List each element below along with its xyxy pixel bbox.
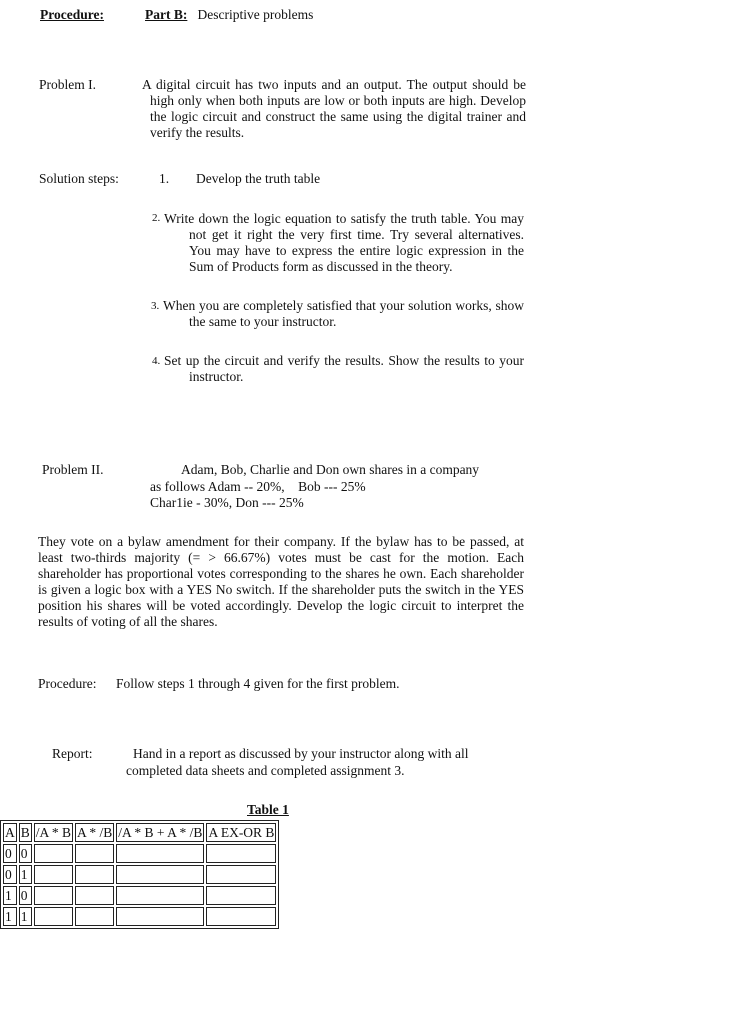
problem1-line: A digital circuit has two inputs and an output. The output should be: [142, 77, 526, 92]
table-header-row: [3, 823, 276, 842]
cell-a-xor-b: [206, 844, 276, 863]
cell-a: 0: [3, 865, 17, 884]
step2-line: Sum of Products form as discussed in the theory.: [189, 259, 453, 274]
step3-line: the same to your instructor.: [189, 314, 337, 329]
cell-not-a-and-b: [34, 865, 73, 884]
cell-a: 1: [3, 886, 17, 905]
step2-number: 2.: [152, 212, 161, 224]
step2-line: Write down the logic equation to satisfy the truth table. You may: [164, 211, 524, 226]
cell-a: 1: [3, 907, 17, 926]
table-row: [3, 844, 276, 863]
step4-number: 4.: [152, 355, 161, 367]
cell-b: 0: [19, 844, 32, 863]
problem2-paragraph: [38, 534, 524, 630]
problem2-para-line: is given a logic box with a YES No switch. If the shareholder puts the switch in the YES: [38, 582, 524, 597]
cell-a-and-not-b: [75, 886, 114, 905]
header-a: A: [3, 823, 17, 842]
cell-not-a-and-b: [34, 844, 73, 863]
header-sum-of-products: /A * B + A * /B: [116, 823, 204, 842]
table-row: [3, 886, 276, 905]
step4-text: [164, 353, 524, 385]
cell-a: 0: [3, 844, 17, 863]
procedure2-text: Follow steps 1 through 4 given for the first problem.: [116, 676, 400, 691]
truth-table: [0, 820, 279, 929]
step1-number: 1.: [159, 171, 170, 186]
part-label: Part B:: [145, 7, 188, 22]
problem2-para-line: least two-thirds majority (= > 66.67%) votes must be cast for the motion. Each: [38, 550, 524, 565]
step4-line: Set up the circuit and verify the results. Show the results to your: [164, 353, 524, 368]
cell-sum-of-products: [116, 865, 204, 884]
cell-not-a-and-b: [34, 907, 73, 926]
header-b: B: [19, 823, 32, 842]
step3-line: When you are completely satisfied that your solution works, show: [163, 298, 524, 313]
problem2-label: Problem II.: [42, 462, 104, 477]
part-title: Descriptive problems: [197, 7, 314, 22]
header-a-xor-b: A EX-OR B: [206, 823, 276, 842]
cell-a-and-not-b: [75, 907, 114, 926]
problem2-para-line: results of voting of all the shares.: [38, 614, 218, 629]
step3-number: 3.: [151, 300, 160, 312]
step3-text: [163, 298, 524, 330]
problem1-line: the logic circuit and construct the same using the digital trainer and: [150, 109, 526, 124]
cell-b: 1: [19, 865, 32, 884]
cell-a-xor-b: [206, 907, 276, 926]
table-row: [3, 865, 276, 884]
problem2-para-line: They vote on a bylaw amendment for their company. If the bylaw has to be passed, at: [38, 534, 524, 549]
cell-not-a-and-b: [34, 886, 73, 905]
step2-line: not get it right the very first time. Try several alternatives.: [189, 227, 524, 242]
cell-sum-of-products: [116, 907, 204, 926]
report-line1: Hand in a report as discussed by your instructor along with all: [133, 746, 469, 761]
problem1-text: [142, 77, 526, 141]
cell-sum-of-products: [116, 886, 204, 905]
step1-text: Develop the truth table: [196, 171, 321, 186]
cell-a-xor-b: [206, 886, 276, 905]
problem2-para-line: shareholder has proportional votes corresponding to the shares he own. Each shareholder: [38, 566, 524, 581]
part-heading: [145, 7, 313, 23]
problem2-line1: Adam, Bob, Charlie and Don own shares in a company: [181, 462, 480, 477]
solution-label: Solution steps:: [39, 171, 119, 186]
report-line2: completed data sheets and completed assignment 3.: [126, 763, 405, 778]
report-label: Report:: [52, 746, 93, 761]
cell-a-xor-b: [206, 865, 276, 884]
step2-line: You may have to express the entire logic expression in the: [189, 243, 524, 258]
table1-caption: Table 1: [247, 802, 289, 817]
header-a-and-not-b: A * /B: [75, 823, 114, 842]
cell-a-and-not-b: [75, 865, 114, 884]
table-row: [3, 907, 276, 926]
procedure2-label: Procedure:: [38, 676, 97, 691]
header-not-a-and-b: /A * B: [34, 823, 73, 842]
problem1-line: verify the results.: [150, 125, 245, 140]
step4-line: instructor.: [189, 369, 244, 384]
cell-sum-of-products: [116, 844, 204, 863]
step2-text: [164, 211, 524, 275]
problem2-line2: as follows Adam -- 20%, Bob --- 25%: [150, 479, 366, 494]
cell-b: 1: [19, 907, 32, 926]
procedure-heading: Procedure:: [40, 7, 104, 22]
cell-a-and-not-b: [75, 844, 114, 863]
problem1-line: high only when both inputs are low or both inputs are high. Develop: [150, 93, 526, 108]
problem2-line3: Char1ie - 30%, Don --- 25%: [150, 495, 304, 510]
problem2-para-line: position his shares will be voted accordingly. Develop the logic circuit to interpret the: [38, 598, 524, 613]
problem1-label: Problem I.: [39, 77, 96, 92]
cell-b: 0: [19, 886, 32, 905]
